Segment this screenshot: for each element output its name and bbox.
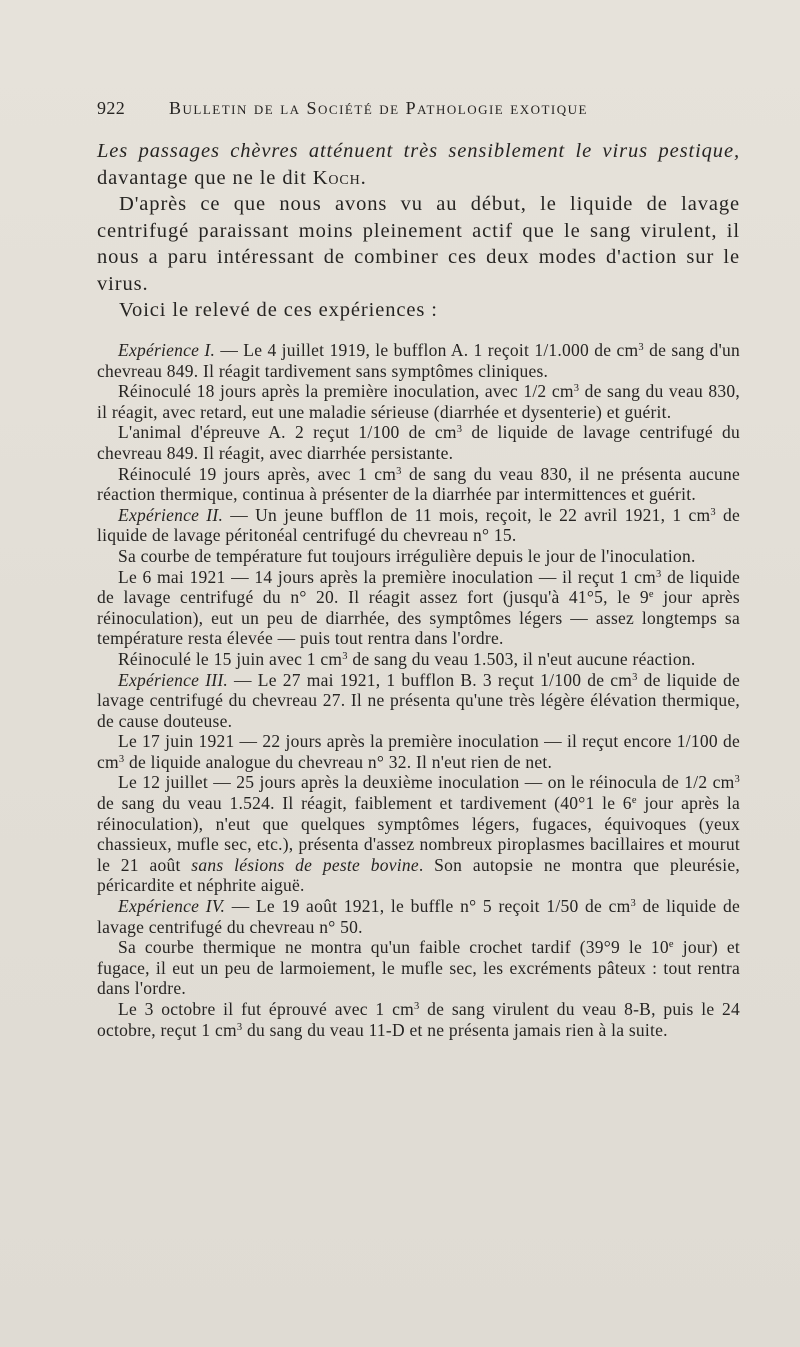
superscript: 3 bbox=[710, 506, 716, 518]
text-run: jour) et fugace, il eut un peu de larmoiement, le mufle sec, les excréments pâteux : tout rentra dans l'ordre. bbox=[97, 937, 741, 999]
running-title: Bulletin de la Société de Pathologie exotique bbox=[169, 98, 588, 118]
text-run: Réinoculé 18 jours après la première inoculation, avec 1/2 cm bbox=[118, 381, 574, 402]
experiment-label: Expérience II. bbox=[118, 504, 224, 525]
experiment-3-paragraph-3 bbox=[97, 772, 740, 896]
experiment-2-paragraph-2: Sa courbe de température fut toujours irrégulière depuis le jour de l'inoculation. bbox=[118, 545, 696, 566]
experiment-4-paragraph-3 bbox=[97, 999, 740, 1040]
text-run: — Un jeune bufflon de 11 mois, reçoit, le 22 avril 1921, 1 cm bbox=[223, 504, 711, 525]
experiment-1-paragraph-1 bbox=[97, 340, 740, 381]
intro-text-run: davantage que ne le dit bbox=[97, 166, 313, 189]
text-run: de sang du veau 830, il réagit, avec retard, eut une maladie sérieuse (diarrhée et dysenterie) et guérit. bbox=[97, 381, 740, 422]
superscript: 3 bbox=[734, 774, 740, 786]
italic-phrase: sans lésions de peste bovine bbox=[191, 854, 419, 875]
experiment-2-paragraph-4 bbox=[97, 649, 740, 670]
experiment-2-paragraph-1 bbox=[97, 505, 740, 546]
experiment-4-paragraph-2 bbox=[97, 937, 740, 999]
superscript: 3 bbox=[118, 754, 125, 766]
text-run: de sang du veau 830, il ne présenta aucune réaction thermique, continua à présenter de la diarrhée par intermittences et guérit. bbox=[97, 463, 740, 505]
text-run: de sang d'un chevreau 849. Il réagit tardivement sans symptômes cliniques. bbox=[97, 340, 741, 381]
text-run: — Le 27 mai 1921, 1 bufflon B. 3 reçut 1/100 de cm bbox=[228, 669, 633, 690]
superscript: 3 bbox=[632, 671, 638, 683]
superscript: 3 bbox=[342, 651, 348, 663]
experiment-1-paragraph-4 bbox=[97, 464, 740, 505]
author-name: Koch bbox=[312, 166, 361, 189]
superscript: 3 bbox=[414, 1001, 420, 1013]
superscript: 3 bbox=[656, 568, 662, 580]
text-run: Réinoculé le 15 juin avec 1 cm bbox=[118, 648, 343, 669]
text-run: jour après la réinoculation), n'eut que quelques symptômes légers, fugaces, équivoques (yeux chassieux, mufle sec, etc.), présenta d'assez nombreux piroplasmes bacillaires et mourut le 21 août bbox=[97, 793, 740, 875]
superscript: 3 bbox=[630, 898, 636, 910]
text-run: Le 3 octobre il fut éprouvé avec 1 cm bbox=[118, 999, 414, 1019]
superscript: 3 bbox=[396, 465, 402, 477]
text-run: — Le 19 août 1921, le buffle n° 5 reçoit 1/50 de cm bbox=[225, 896, 631, 917]
page-number: 922 bbox=[97, 98, 126, 118]
superscript: 3 bbox=[236, 1021, 243, 1033]
text-run: Le 12 juillet — 25 jours après la deuxième inoculation — on le réinocula de 1/2 cm bbox=[118, 772, 735, 793]
intro-italic-statement: Les passages chèvres atténuent très sensiblement le virus pestique, bbox=[97, 140, 740, 162]
text-run: de sang virulent du veau 8-B, puis le 24 octobre, reçut 1 cm bbox=[97, 999, 741, 1040]
experiment-3-paragraph-2 bbox=[97, 731, 740, 772]
text-run: de sang du veau 1.524. Il réagit, faiblement et tardivement (40°1 le 6 bbox=[97, 793, 632, 814]
intro-paragraph-3: Voici le relevé de ces expériences : bbox=[119, 299, 438, 321]
experiment-1-paragraph-3 bbox=[97, 422, 740, 463]
intro-paragraph-1 bbox=[97, 138, 740, 191]
intro-paragraph-2: D'après ce que nous avons vu au début, le liquide de lavage centrifugé paraissant moins pleinement actif que le sang virulent, il nous a paru intéressant de combiner ces deux modes d'action sur le virus. bbox=[97, 193, 740, 295]
running-header bbox=[97, 98, 737, 119]
experiment-2-paragraph-3 bbox=[97, 567, 740, 649]
text-run: Sa courbe thermique ne montra qu'un faible crochet tardif (39°9 le 10 bbox=[118, 937, 669, 958]
intro-text-run: . bbox=[360, 166, 367, 189]
text-run: Réinoculé 19 jours après, avec 1 cm bbox=[118, 463, 397, 484]
experiment-4-paragraph-1 bbox=[97, 896, 740, 937]
superscript: e bbox=[648, 589, 654, 601]
text-run: de liquide de lavage centrifugé du chevreau 27. Il ne présenta qu'une très légère élévation thermique, de cause douteuse. bbox=[97, 669, 740, 731]
superscript: 3 bbox=[638, 342, 644, 354]
text-run: — Le 4 juillet 1919, le bufflon A. 1 reçoit 1/1.000 de cm bbox=[215, 340, 639, 360]
superscript: 3 bbox=[573, 383, 580, 395]
text-run: de liquide de lavage centrifugé du n° 20. Il réagit assez fort (jusqu'à 41°5, le 9 bbox=[97, 566, 740, 608]
text-run: Le 6 mai 1921 — 14 jours après la première inoculation — il reçut 1 cm bbox=[118, 566, 657, 587]
text-run: de liquide de lavage centrifugé du chevreau n° 50. bbox=[97, 896, 740, 937]
superscript: 3 bbox=[456, 424, 463, 436]
text-run: Le 17 juin 1921 — 22 jours après la première inoculation — il reçut encore 1/100 de cm bbox=[97, 731, 740, 772]
text-run: jour après réinoculation), eut un peu de diarrhée, des symptômes légers — assez longtemps sa température resta élevée — puis tout rentra dans l'ordre. bbox=[97, 587, 740, 649]
experiment-label: Expérience III. bbox=[118, 669, 229, 690]
experiments-text bbox=[97, 340, 740, 1040]
experiment-3-paragraph-1 bbox=[97, 670, 740, 732]
experiment-label: Expérience I. bbox=[118, 340, 216, 360]
intro-text bbox=[97, 138, 740, 324]
superscript: e bbox=[631, 795, 637, 807]
text-run: . Son autopsie ne montra que pleurésie, péricardite et néphrite aiguë. bbox=[97, 854, 740, 896]
text-run: L'animal d'épreuve A. 2 reçut 1/100 de cm bbox=[118, 422, 457, 443]
text-run: de liquide de lavage péritonéal centrifugé du chevreau n° 15. bbox=[97, 504, 740, 546]
text-run: de liquide de lavage centrifugé du chevreau 849. Il réagit, avec diarrhée persistante. bbox=[97, 422, 741, 463]
text-run: de sang du veau 1.503, il n'eut aucune réaction. bbox=[347, 648, 696, 669]
experiment-1-paragraph-2 bbox=[97, 381, 740, 422]
text-run: du sang du veau 11-D et ne présenta jamais rien à la suite. bbox=[242, 1019, 668, 1040]
text-run: de liquide analogue du chevreau n° 32. Il n'eut rien de net. bbox=[124, 751, 553, 772]
superscript: e bbox=[668, 939, 674, 951]
experiment-label: Expérience IV. bbox=[118, 896, 226, 917]
